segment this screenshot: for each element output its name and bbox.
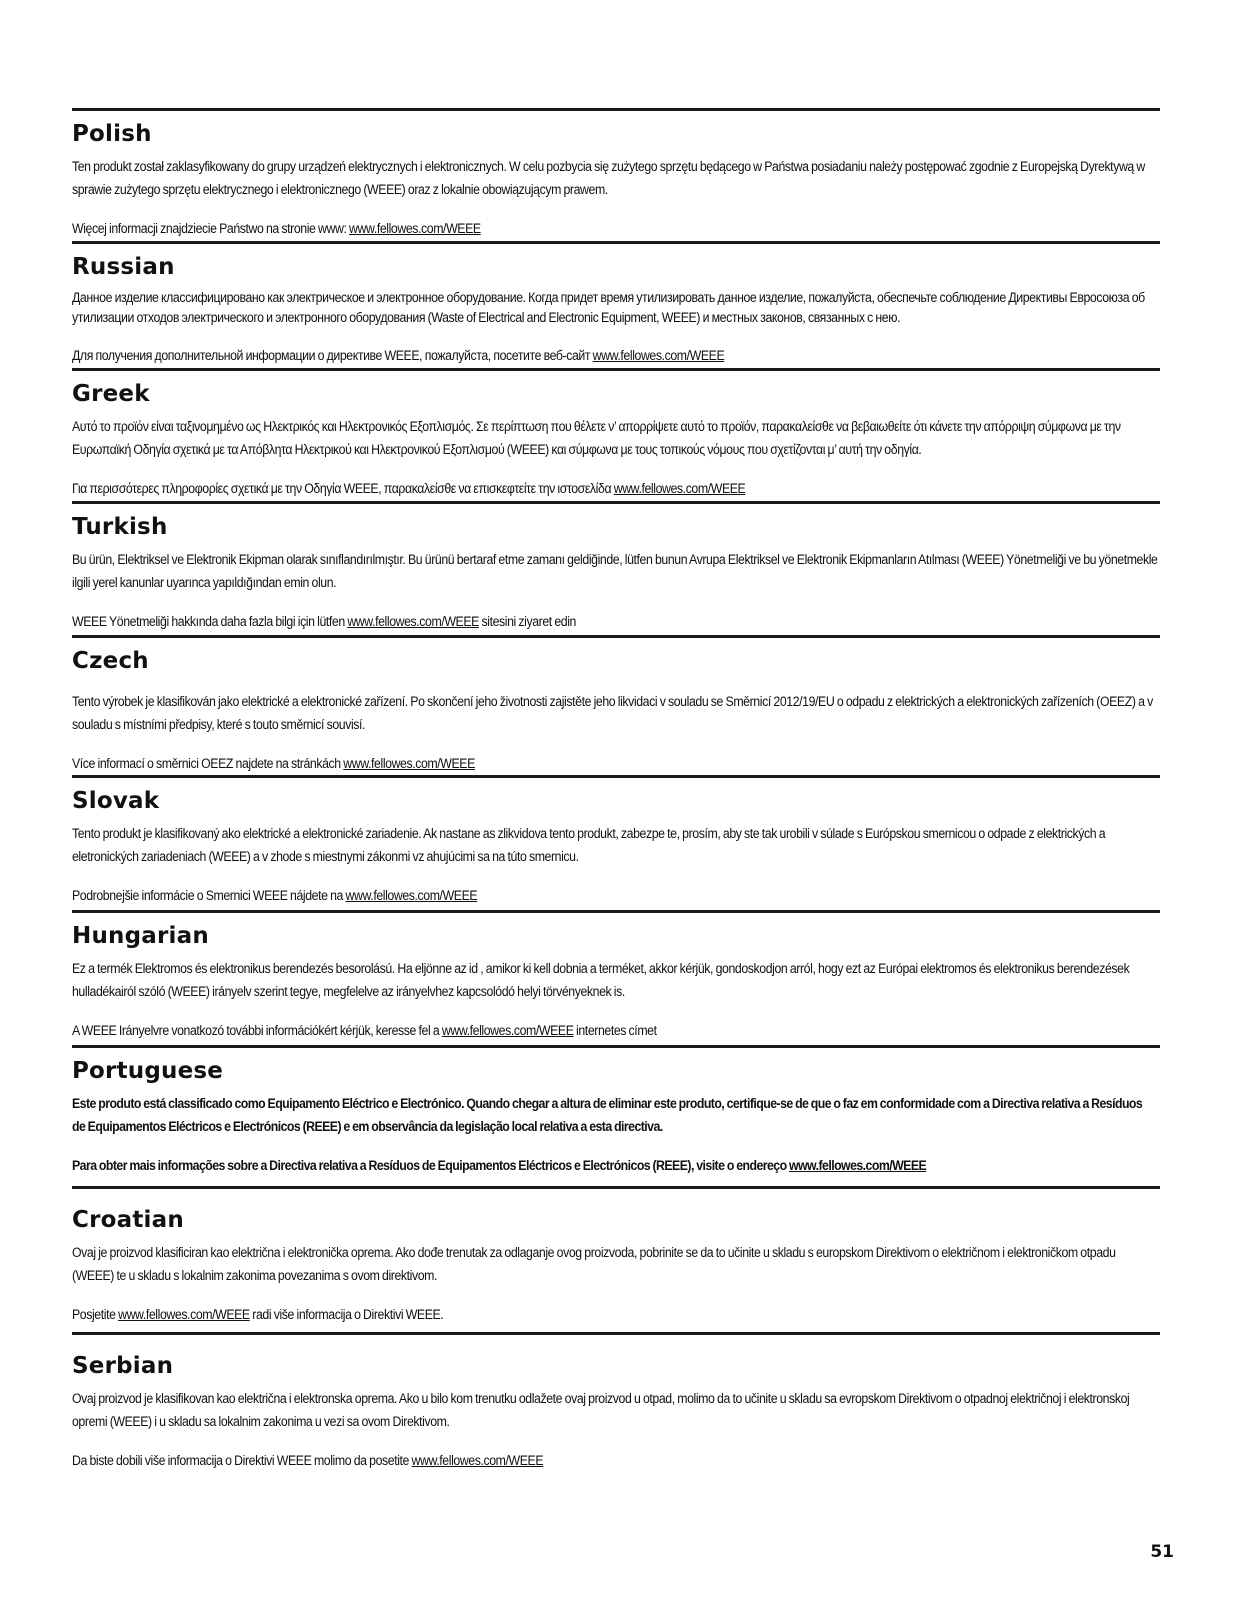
weee-link[interactable]: www.fellowes.com/WEEE (349, 221, 481, 236)
section-body: Tento výrobek je klasifikován jako elektrické a elektronické zařízení. Po skončení jeho životnosti zajistěte jeho likvidaci v souladu se Směrnicí 2012/19/EU o odpadu z elektrických a elektronických zařízeních (OEEZ) a v souladu s místními předpisy, které s touto směrnicí souvisí. (72, 694, 1153, 732)
more-info-line (72, 1305, 1158, 1325)
weee-link[interactable]: www.fellowes.com/WEEE (347, 614, 479, 629)
more-info-text: A WEEE Irányelvre vonatkozó további információkért kérjük, keresse fel a (72, 1023, 442, 1038)
section-heading: Russian (72, 254, 175, 280)
section-heading: Polish (72, 121, 152, 147)
more-info-text-after: sitesini ziyaret edin (478, 614, 576, 629)
more-info-line (72, 1156, 1158, 1176)
section-body: Tento produkt je klasifikovaný ako elektrické a elektronické zariadenie. Ak nastane as zlikvidova tento produkt, zabezpe te, prosím, aby ste tak urobili v súlade s Európskou smernicou o odpade z elektrických a eletronických zariadeniach (WEEE) a v zhode s miestnymi zákonmi vz ahujúcimi sa na túto smernicu. (72, 826, 1106, 864)
section-body: Este produto está classificado como Equipamento Eléctrico e Electrónico. Quando chegar a altura de eliminar este produto, certifique-se de que o faz em conformidade com a Directiva relativa a Resíduos de Equipamentos Eléctricos e Electrónicos (REEE) e em observância da legislação local relativa a esta directiva. (72, 1096, 1143, 1134)
section-body: Αυτό το προϊόν είναι ταξινομημένο ως Ηλεκτρικός και Ηλεκτρονικός Εξοπλισμός. Σε περίπτωση που θέλετε ν’ απορρίψετε αυτό το προϊόν, παρακαλείσθε να βεβαιωθείτε ότι κάνετε την απόρριψη σύμφωνα με την Ευρωπαϊκή Οδηγία σχετικά με τα Απόβλητα Ηλεκτρικού και Ηλεκτρονικού Εξοπλισμού (WEEE) και σύμφωνα με τους τοπικούς νόμους που σχετίζονται μ’ αυτή την οδηγία. (72, 419, 1121, 457)
section-heading: Hungarian (72, 923, 209, 949)
weee-link[interactable]: www.fellowes.com/WEEE (441, 1023, 574, 1038)
section-heading: Portuguese (72, 1058, 224, 1084)
section-heading: Greek (72, 381, 150, 407)
more-info-text-after: internetes címet (573, 1023, 657, 1038)
weee-link[interactable]: www.fellowes.com/WEEE (345, 888, 478, 903)
weee-link[interactable]: www.fellowes.com/WEEE (118, 1307, 250, 1322)
more-info-line (72, 612, 1158, 632)
page-number: 51 (1150, 1542, 1174, 1562)
section-body: Ez a termék Elektromos és elektronikus berendezés besorolású. Ha eljönne az id , amikor ki kell dobnia a terméket, akkor kérjük, gondoskodjon arról, hogy ezt az Európai elektromos és elektronikus berendezések hulladékairól szóló (WEEE) irányelv szerint tegye, megfelelve az irányelvhez kapcsolódó helyi törvényeknek is. (72, 961, 1130, 999)
section-turkish (72, 501, 1160, 632)
section-heading: Slovak (72, 788, 160, 814)
section-heading: Czech (72, 648, 149, 674)
section-slovak (72, 775, 1160, 906)
section-heading: Serbian (72, 1353, 174, 1379)
more-info-text: WEEE Yönetmeliği hakkında daha fazla bilgi için lütfen (72, 614, 348, 629)
more-info-text: Para obter mais informações sobre a Directiva relativa a Resíduos de Equipamentos Eléctricos e Electrónicos (REEE), visite o endereço (72, 1158, 789, 1173)
more-info-line (72, 1021, 1158, 1041)
section-body: Ten produkt został zaklasyfikowany do grupy urządzeń elektrycznych i elektronicznych. W celu pozbycia się zużytego sprzętu będącego w Państwa posiadaniu należy postępować zgodnie z Europejską Dyrektywą w sprawie zużytego sprzętu elektrycznego i elektronicznego (WEEE) oraz z lokalnie obowiązującym prawem. (72, 159, 1145, 197)
section-body: Ovaj proizvod je klasifikovan kao električna i elektronska oprema. Ako u bilo kom trenutku odlažete ovaj proizvod u otpad, molimo da to učinite u skladu sa evropskom Direktivom o otpadnoj električnoj i elektronskoj opremi (WEEE) i u skladu sa lokalnim zakonima u vezi sa ovom Direktivom. (72, 1391, 1130, 1429)
section-portuguese (72, 1045, 1160, 1176)
more-info-text: Více informací o směrnici OEEZ najdete na stránkách (72, 756, 344, 771)
weee-link[interactable]: www.fellowes.com/WEEE (613, 481, 746, 496)
section-russian (72, 241, 1160, 366)
section-greek (72, 368, 1160, 499)
more-info-line (72, 754, 1158, 774)
more-info-line (72, 219, 1158, 239)
section-serbian (72, 1332, 1160, 1471)
section-body: Ovaj je proizvod klasificiran kao električna i elektronička oprema. Ako dođe trenutak za odlaganje ovog proizvoda, pobrinite se da to učinite u skladu s europskom Direktivom o električnom i elektroničkom otpadu (WEEE) te u skladu s lokalnim zakonima povezanima s ovom direktivom. (72, 1245, 1116, 1283)
section-body: Данное изделие классифицировано как электрическое и электронное оборудование. Когда придет время утилизировать данное изделие, пожалуйста, обеспечьте соблюдение Директивы Евросоюза об утилизации отходов электрического и электронного оборудования (Waste of Electrical and Electronic Equipment, WEEE) и местных законов, связанных с нею. (72, 290, 1145, 325)
more-info-line (72, 1451, 1158, 1471)
section-czech (72, 635, 1160, 774)
section-heading: Croatian (72, 1207, 184, 1233)
section-heading: Turkish (72, 514, 168, 540)
more-info-text: Для получения дополнительной информации о директиве WEEE, пожалуйста, посетите веб-сайт (72, 348, 593, 363)
more-info-text: Podrobnejšie informácie o Smernici WEEE nájdete na (72, 888, 346, 903)
section-hungarian (72, 910, 1160, 1041)
more-info-line (72, 479, 1158, 499)
more-info-text: Posjetite (72, 1307, 119, 1322)
weee-link[interactable]: www.fellowes.com/WEEE (411, 1453, 544, 1468)
section-croatian (72, 1186, 1160, 1325)
more-info-line (72, 886, 1158, 906)
weee-link[interactable]: www.fellowes.com/WEEE (343, 756, 475, 771)
weee-link[interactable]: www.fellowes.com/WEEE (788, 1158, 927, 1173)
more-info-text: Για περισσότερες πληροφορίες σχετικά με την Οδηγία WEEE, παρακαλείσθε να επισκεφτείτε την ιστοσελίδα (72, 481, 614, 496)
more-info-text-after: radi više informacija o Direktivi WEEE. (249, 1307, 444, 1322)
more-info-text: Więcej informacji znajdziecie Państwo na stronie www: (72, 221, 350, 236)
more-info-text: Da biste dobili više informacija o Direktivi WEEE molimo da posetite (72, 1453, 412, 1468)
section-body: Bu ürün, Elektriksel ve Elektronik Ekipman olarak sınıflandırılmıştır. Bu ürünü bertaraf etme zamanı geldiğinde, lütfen bunun Avrupa Elektriksel ve Elektronik Ekipmanların Atılması (WEEE) Yönetmeliği ve bu yönetmekle ilgili yerel kanunlar uyarınca yapıldığından emin olun. (72, 552, 1158, 590)
section-polish (72, 108, 1160, 239)
more-info-line (72, 346, 1158, 366)
weee-link[interactable]: www.fellowes.com/WEEE (592, 348, 725, 363)
